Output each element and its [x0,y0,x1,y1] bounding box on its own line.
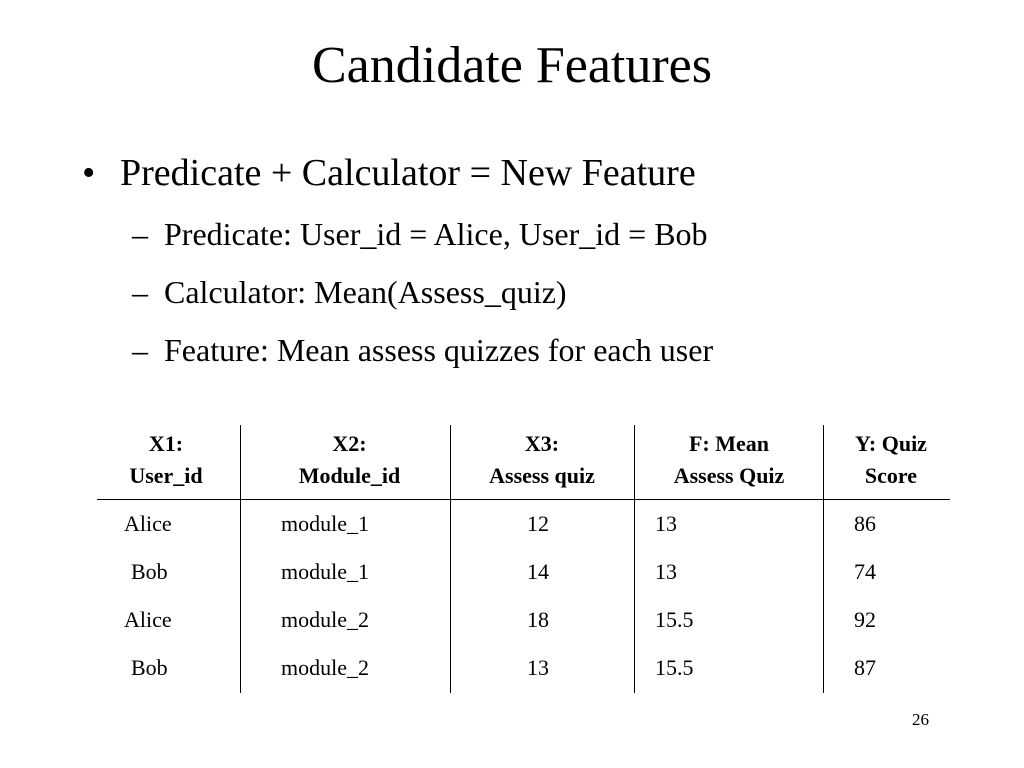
column-divider [450,425,451,693]
bullet-item [82,147,982,199]
header-line: X3: [524,431,560,456]
sub-bullet-text: Calculator: Mean(Assess_quiz) [164,274,567,310]
cell-module-id: module_2 [281,607,369,632]
header-line: X1: [148,431,184,456]
header-line: Module_id [298,463,401,488]
cell-quiz-score: 87 [854,655,876,680]
sub-bullet-text: Feature: Mean assess quizzes for each user [164,332,714,368]
page-number: 26 [912,710,929,729]
cell-mean-assess-quiz: 13 [655,559,677,584]
cell-user-id: Alice [124,511,172,536]
cell-user-id: Bob [131,559,168,584]
sub-bullet-list [132,205,982,379]
column-divider [240,425,241,693]
bullet-mark: • [82,152,96,194]
cell-assess-quiz: 12 [527,511,549,536]
header-line: F: Mean [688,431,770,456]
cell-user-id: Alice [124,607,172,632]
header-line: Score [864,463,918,488]
header-line: Assess quiz [489,463,595,488]
sub-bullet-feature [132,321,982,379]
cell-quiz-score: 92 [854,607,876,632]
cell-module-id: module_1 [281,559,369,584]
header-line: Y: Quiz [855,431,927,456]
sub-bullet-calculator [132,263,982,321]
cell-module-id: module_2 [281,655,369,680]
cell-quiz-score: 74 [854,559,876,584]
feature-table [97,425,950,695]
dash-mark: – [132,274,148,310]
cell-quiz-score: 86 [854,511,876,536]
cell-mean-assess-quiz: 15.5 [655,607,694,632]
cell-module-id: module_1 [281,511,369,536]
sub-bullet-predicate [132,205,982,263]
header-line: Assess Quiz [673,463,785,488]
cell-assess-quiz: 13 [527,655,549,680]
header-rule [97,499,950,500]
cell-assess-quiz: 14 [527,559,549,584]
cell-assess-quiz: 18 [527,607,549,632]
dash-mark: – [132,216,148,252]
dash-mark: – [132,332,148,368]
header-user-id [97,428,235,492]
header-module-id [267,428,432,492]
header-mean-assess-quiz [645,428,813,492]
bullet-text: Predicate + Calculator = New Feature [120,152,696,194]
bullet-list [82,147,982,379]
cell-mean-assess-quiz: 15.5 [655,655,694,680]
column-divider [823,425,824,693]
cell-mean-assess-quiz: 13 [655,511,677,536]
slide-title: Candidate Features [312,37,712,94]
header-line: X2: [332,431,367,456]
cell-user-id: Bob [131,655,168,680]
sub-bullet-text: Predicate: User_id = Alice, User_id = Bob [164,216,708,252]
header-assess-quiz [462,428,622,492]
header-quiz-score [827,428,955,492]
column-divider [634,425,635,693]
header-line: User_id [129,463,203,488]
